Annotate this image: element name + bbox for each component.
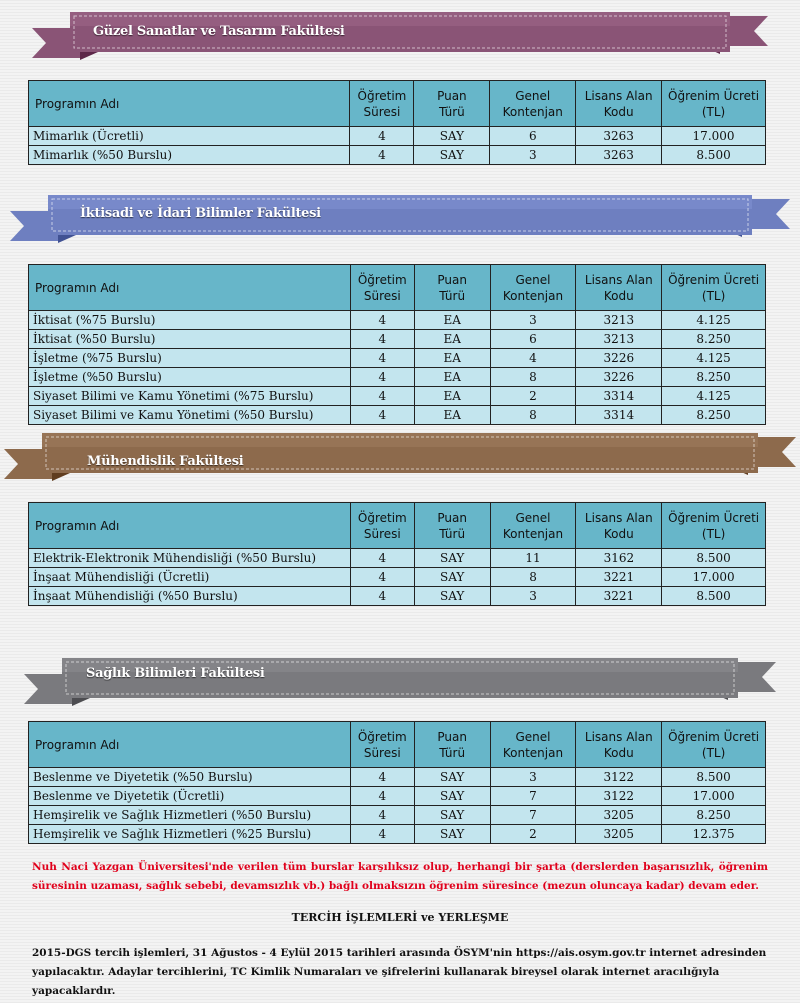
duration-cell: 4	[350, 768, 414, 787]
duration-cell: 4	[350, 146, 414, 165]
score-type-cell: SAY	[414, 549, 490, 568]
quota-cell: 3	[490, 587, 576, 606]
field-code-cell: 3226	[576, 349, 662, 368]
table-row	[29, 146, 766, 165]
program-name-cell: İşletme (%50 Burslu)	[29, 368, 351, 387]
score-type-cell: EA	[414, 349, 490, 368]
column-header-duration: Öğretim Süresi	[350, 722, 414, 768]
score-type-cell: EA	[414, 387, 490, 406]
quota-cell: 3	[490, 146, 576, 165]
application-info: 2015-DGS tercih işlemleri, 31 Ağustos - 4 Eylül 2015 tarihleri arasında ÖSYM'nin https://ais.osym.gov.tr internet adresinden yapılacaktır. Adaylar tercihlerini, TC Kimlik Numaraları ve şifrelerini kullanarak bireysel olarak internet aracılığıyla yapacaklardır.	[32, 947, 767, 997]
duration-cell: 4	[350, 787, 414, 806]
column-header-score-type: Puan Türü	[414, 81, 490, 127]
quota-cell: 6	[490, 127, 576, 146]
program-name-cell: İşletme (%75 Burslu)	[29, 349, 351, 368]
tuition-fee-cell: 8.500	[662, 768, 766, 787]
duration-cell: 4	[350, 311, 414, 330]
score-type-cell: SAY	[414, 568, 490, 587]
column-header-score-type: Puan Türü	[414, 265, 490, 311]
column-header-duration: Öğretim Süresi	[350, 81, 414, 127]
quota-cell: 8	[490, 568, 576, 587]
duration-cell: 4	[350, 825, 414, 844]
table-row	[29, 787, 766, 806]
field-code-cell: 3314	[576, 387, 662, 406]
quota-cell: 8	[490, 368, 576, 387]
column-header-fee: Öğrenim Ücreti (TL)	[662, 722, 766, 768]
scholarship-note: Nuh Naci Yazgan Üniversitesi'nde verilen tüm burslar karşılıksız olup, herhangi bir şarta (derslerden başarısızlık, öğrenim süresinin uzaması, sağlık sebebi, devamsızlık vb.) bağlı olmaksızın öğrenim süresince (mezun oluncaya kadar) devam eder.	[32, 861, 768, 892]
program-name-cell: İktisat (%50 Burslu)	[29, 330, 351, 349]
faculty-title: Mühendislik Fakültesi	[87, 454, 244, 469]
tuition-fee-cell: 8.500	[662, 587, 766, 606]
column-header-quota: Genel Kontenjan	[490, 81, 576, 127]
table-header-row	[29, 265, 766, 311]
column-header-score-type: Puan Türü	[414, 722, 490, 768]
duration-cell: 4	[350, 330, 414, 349]
tuition-fee-cell: 4.125	[662, 349, 766, 368]
score-type-cell: SAY	[414, 127, 490, 146]
column-header-quota: Genel Kontenjan	[490, 503, 576, 549]
duration-cell: 4	[350, 387, 414, 406]
table-row	[29, 127, 766, 146]
column-header-program: Programın Adı	[29, 722, 351, 768]
column-header-fee: Öğrenim Ücreti (TL)	[662, 265, 766, 311]
field-code-cell: 3213	[576, 330, 662, 349]
table-row	[29, 825, 766, 844]
field-code-cell: 3162	[576, 549, 662, 568]
column-header-code: Lisans Alan Kodu	[576, 265, 662, 311]
field-code-cell: 3205	[576, 825, 662, 844]
section-heading: TERCİH İŞLEMLERİ ve YERLEŞME	[291, 911, 509, 924]
table-row	[29, 549, 766, 568]
table-row	[29, 330, 766, 349]
column-header-code: Lisans Alan Kodu	[576, 503, 662, 549]
faculty-ribbon	[0, 652, 800, 708]
faculty-title: Güzel Sanatlar ve Tasarım Fakültesi	[93, 24, 345, 39]
field-code-cell: 3122	[576, 787, 662, 806]
tuition-fee-cell: 12.375	[662, 825, 766, 844]
duration-cell: 4	[350, 549, 414, 568]
field-code-cell: 3263	[576, 127, 662, 146]
quota-cell: 3	[490, 768, 576, 787]
table-header-row	[29, 722, 766, 768]
tuition-fee-cell: 8.250	[662, 330, 766, 349]
program-name-cell: Siyaset Bilimi ve Kamu Yönetimi (%50 Burslu)	[29, 406, 351, 425]
program-name-cell: Mimarlık (Ücretli)	[29, 127, 350, 146]
field-code-cell: 3263	[576, 146, 662, 165]
score-type-cell: EA	[414, 406, 490, 425]
faculty-ribbon	[0, 427, 800, 483]
table-header-row	[29, 81, 766, 127]
program-name-cell: Hemşirelik ve Sağlık Hizmetleri (%25 Burslu)	[29, 825, 351, 844]
column-header-quota: Genel Kontenjan	[490, 265, 576, 311]
table-row	[29, 406, 766, 425]
score-type-cell: EA	[414, 330, 490, 349]
quota-cell: 7	[490, 806, 576, 825]
column-header-program: Programın Adı	[29, 503, 351, 549]
column-header-fee: Öğrenim Ücreti (TL)	[662, 81, 766, 127]
quota-cell: 2	[490, 825, 576, 844]
tuition-fee-cell: 8.500	[662, 146, 766, 165]
column-header-quota: Genel Kontenjan	[490, 722, 576, 768]
program-name-cell: Hemşirelik ve Sağlık Hizmetleri (%50 Burslu)	[29, 806, 351, 825]
tuition-fee-cell: 4.125	[662, 387, 766, 406]
table-row	[29, 806, 766, 825]
tuition-fee-cell: 8.250	[662, 406, 766, 425]
faculty-ribbon	[0, 189, 800, 245]
duration-cell: 4	[350, 127, 414, 146]
tuition-fee-cell: 17.000	[662, 787, 766, 806]
quota-cell: 3	[490, 311, 576, 330]
table-row	[29, 349, 766, 368]
column-header-duration: Öğretim Süresi	[350, 265, 414, 311]
faculty-title: Sağlık Bilimleri Fakültesi	[86, 666, 265, 681]
tuition-fee-cell: 17.000	[662, 568, 766, 587]
program-table	[28, 721, 766, 844]
score-type-cell: SAY	[414, 768, 490, 787]
duration-cell: 4	[350, 349, 414, 368]
tuition-fee-cell: 4.125	[662, 311, 766, 330]
column-header-duration: Öğretim Süresi	[350, 503, 414, 549]
table-header-row	[29, 503, 766, 549]
field-code-cell: 3226	[576, 368, 662, 387]
field-code-cell: 3205	[576, 806, 662, 825]
program-name-cell: Elektrik-Elektronik Mühendisliği (%50 Burslu)	[29, 549, 351, 568]
score-type-cell: EA	[414, 368, 490, 387]
column-header-program: Programın Adı	[29, 81, 350, 127]
duration-cell: 4	[350, 368, 414, 387]
table-row	[29, 587, 766, 606]
program-name-cell: Beslenme ve Diyetetik (Ücretli)	[29, 787, 351, 806]
field-code-cell: 3221	[576, 587, 662, 606]
score-type-cell: SAY	[414, 825, 490, 844]
quota-cell: 8	[490, 406, 576, 425]
quota-cell: 11	[490, 549, 576, 568]
field-code-cell: 3213	[576, 311, 662, 330]
duration-cell: 4	[350, 406, 414, 425]
program-name-cell: Siyaset Bilimi ve Kamu Yönetimi (%75 Burslu)	[29, 387, 351, 406]
score-type-cell: SAY	[414, 146, 490, 165]
quota-cell: 2	[490, 387, 576, 406]
program-name-cell: Beslenme ve Diyetetik (%50 Burslu)	[29, 768, 351, 787]
duration-cell: 4	[350, 568, 414, 587]
program-table	[28, 80, 766, 165]
faculty-title: İktisadi ve İdari Bilimler Fakültesi	[80, 206, 321, 221]
column-header-program: Programın Adı	[29, 265, 351, 311]
quota-cell: 7	[490, 787, 576, 806]
table-row	[29, 311, 766, 330]
field-code-cell: 3221	[576, 568, 662, 587]
table-row	[29, 568, 766, 587]
faculty-ribbon	[0, 6, 800, 62]
table-row	[29, 768, 766, 787]
field-code-cell: 3314	[576, 406, 662, 425]
duration-cell: 4	[350, 806, 414, 825]
program-name-cell: İnşaat Mühendisliği (%50 Burslu)	[29, 587, 351, 606]
table-row	[29, 387, 766, 406]
quota-cell: 6	[490, 330, 576, 349]
column-header-fee: Öğrenim Ücreti (TL)	[662, 503, 766, 549]
quota-cell: 4	[490, 349, 576, 368]
duration-cell: 4	[350, 587, 414, 606]
tuition-fee-cell: 8.500	[662, 549, 766, 568]
tuition-fee-cell: 17.000	[662, 127, 766, 146]
program-table	[28, 264, 766, 425]
program-name-cell: Mimarlık (%50 Burslu)	[29, 146, 350, 165]
table-row	[29, 368, 766, 387]
program-name-cell: İnşaat Mühendisliği (Ücretli)	[29, 568, 351, 587]
score-type-cell: SAY	[414, 787, 490, 806]
column-header-code: Lisans Alan Kodu	[576, 81, 662, 127]
score-type-cell: EA	[414, 311, 490, 330]
score-type-cell: SAY	[414, 587, 490, 606]
score-type-cell: SAY	[414, 806, 490, 825]
tuition-fee-cell: 8.250	[662, 806, 766, 825]
program-name-cell: İktisat (%75 Burslu)	[29, 311, 351, 330]
column-header-code: Lisans Alan Kodu	[576, 722, 662, 768]
field-code-cell: 3122	[576, 768, 662, 787]
tuition-fee-cell: 8.250	[662, 368, 766, 387]
program-table	[28, 502, 766, 606]
column-header-score-type: Puan Türü	[414, 503, 490, 549]
